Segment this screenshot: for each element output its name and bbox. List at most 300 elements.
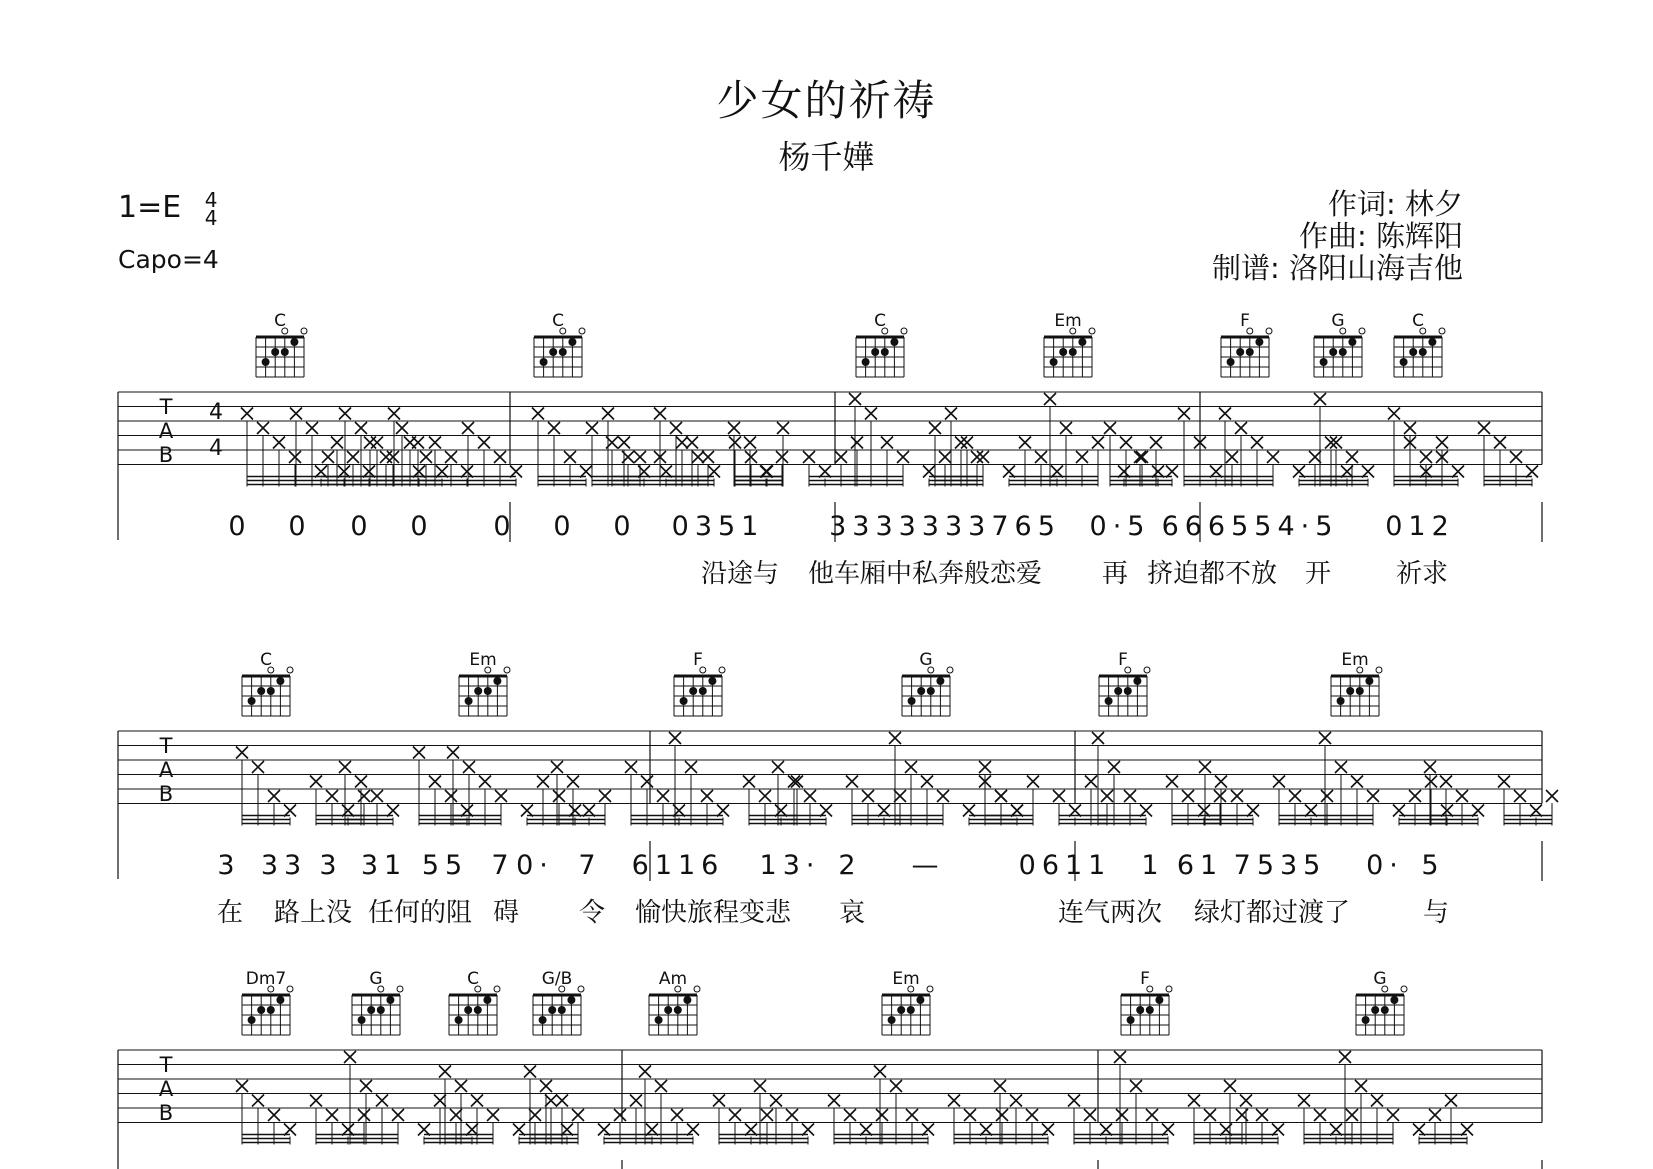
strum-x-mark <box>862 790 874 802</box>
lyric: 再 <box>1101 559 1129 589</box>
tab-system <box>118 650 1558 928</box>
strum-x-mark <box>977 451 989 463</box>
strum-x-mark <box>1351 776 1363 788</box>
numbered-note: 0 <box>410 511 434 542</box>
chord-finger-dot <box>548 1006 556 1014</box>
chord-finger-dot <box>1320 358 1328 366</box>
strum-x-mark <box>948 1095 960 1107</box>
strum-x-mark <box>1514 790 1526 802</box>
strum-x-mark <box>540 1080 552 1092</box>
strum-x-mark <box>1108 761 1120 773</box>
chord-finger-dot <box>1124 687 1132 695</box>
chord-name: Em <box>469 650 497 670</box>
strum-x-mark <box>1293 466 1305 478</box>
strum-x-mark <box>639 1066 651 1078</box>
numbered-note: 0· <box>516 850 554 881</box>
numbered-note: — <box>911 850 945 881</box>
strum-x-mark <box>849 393 861 405</box>
chord-finger-dot <box>1390 996 1398 1004</box>
strum-x-mark <box>434 1095 446 1107</box>
strum-x-mark <box>1215 776 1227 788</box>
strum-x-mark <box>1546 790 1558 802</box>
strum-x-mark <box>418 1124 430 1136</box>
open-string-marker <box>397 986 403 992</box>
chord-name: F <box>693 650 703 670</box>
strum-x-mark <box>1247 805 1259 817</box>
strum-x-mark <box>701 790 713 802</box>
chord-finger-dot <box>271 348 279 356</box>
strum-x-mark <box>1355 1080 1367 1092</box>
chord-name: C <box>1412 311 1424 331</box>
strum-x-mark <box>1076 451 1088 463</box>
strum-x-mark <box>339 761 351 773</box>
chord-finger-dot <box>1136 1006 1144 1014</box>
strum-x-mark <box>388 408 400 420</box>
strum-x-mark <box>1424 761 1436 773</box>
chord-name: G <box>369 969 383 989</box>
chord-diagram <box>256 311 307 377</box>
strum-x-mark <box>820 805 832 817</box>
strum-x-mark <box>598 1124 610 1136</box>
numbered-note: 3 <box>319 850 343 881</box>
strum-x-mark <box>1060 422 1072 434</box>
chord-diagram <box>242 650 293 716</box>
strum-x-mark <box>687 1124 699 1136</box>
strum-x-mark <box>1339 1051 1351 1063</box>
strum-x-mark <box>905 761 917 773</box>
strum-x-mark <box>420 451 432 463</box>
strum-x-mark <box>569 805 581 817</box>
strum-x-mark <box>1235 422 1247 434</box>
strum-x-mark <box>284 1124 296 1136</box>
strum-x-mark <box>1472 805 1484 817</box>
strum-x-mark <box>548 422 560 434</box>
open-string-marker <box>578 986 584 992</box>
lyric: 开 <box>1304 559 1332 589</box>
strum-x-mark <box>788 776 800 788</box>
strum-x-mark <box>364 437 376 449</box>
strum-x-mark <box>804 790 816 802</box>
open-string-marker <box>947 667 953 673</box>
strum-x-mark <box>358 1109 370 1121</box>
strum-x-mark <box>894 790 906 802</box>
strum-x-mark <box>380 451 392 463</box>
strum-x-mark <box>1084 1109 1096 1121</box>
chord-finger-dot <box>540 358 548 366</box>
numbered-note: 13· <box>759 850 821 881</box>
chord-finger-dot <box>567 996 575 1004</box>
strum-x-mark <box>1445 1095 1457 1107</box>
strum-x-mark <box>1224 1080 1236 1092</box>
strum-x-mark <box>1104 422 1116 434</box>
strum-x-mark <box>641 776 653 788</box>
strum-x-mark <box>583 805 595 817</box>
strum-x-mark <box>1100 1124 1112 1136</box>
chord-name: F <box>1140 969 1150 989</box>
chord-name: C <box>874 311 886 331</box>
numbered-note: 0351 <box>671 511 765 542</box>
tab-system <box>118 969 1542 1169</box>
strum-x-mark <box>729 437 741 449</box>
chord-finger-dot <box>559 348 567 356</box>
chord-name: C <box>467 969 479 989</box>
strum-x-mark <box>1452 466 1464 478</box>
lyric: 祈求 <box>1395 559 1449 589</box>
strum-x-mark <box>1231 790 1243 802</box>
chord-finger-dot <box>267 1006 275 1014</box>
strum-x-mark <box>338 466 350 478</box>
strum-x-mark <box>436 466 448 478</box>
strum-x-mark <box>347 451 359 463</box>
tab-clef-letter: B <box>158 1101 174 1125</box>
strum-x-mark <box>1044 393 1056 405</box>
chord-finger-dot <box>1400 358 1408 366</box>
open-string-marker <box>1439 328 1445 334</box>
strum-x-mark <box>708 466 720 478</box>
strum-x-mark <box>1388 408 1400 420</box>
chord-finger-dot <box>386 996 394 1004</box>
chord-finger-dot <box>1146 1006 1154 1014</box>
strum-x-mark <box>963 805 975 817</box>
strum-x-mark <box>745 1124 757 1136</box>
strum-x-mark <box>1526 466 1538 478</box>
strum-x-mark <box>241 408 253 420</box>
strum-x-mark <box>487 1109 499 1121</box>
strum-x-mark <box>1051 466 1063 478</box>
strum-x-mark <box>268 790 280 802</box>
strum-x-mark <box>413 466 425 478</box>
chord-diagram <box>1121 969 1172 1035</box>
strum-x-mark <box>1226 451 1238 463</box>
strum-x-mark <box>1314 1109 1326 1121</box>
chord-finger-dot <box>908 697 916 705</box>
strum-x-mark <box>1027 776 1039 788</box>
chord-finger-dot <box>276 677 284 685</box>
chord-finger-dot <box>680 697 688 705</box>
chord-diagram <box>533 969 584 1035</box>
strum-x-mark <box>743 776 755 788</box>
transcriber-credit: 制谱: 洛阳山海吉他 <box>1212 251 1463 285</box>
strum-x-mark <box>586 422 598 434</box>
chord-finger-dot <box>1329 348 1337 356</box>
strum-x-mark <box>371 790 383 802</box>
chord-finger-dot <box>699 687 707 695</box>
strum-x-mark <box>510 466 522 478</box>
strum-x-mark <box>1309 451 1321 463</box>
strum-x-mark <box>1267 451 1279 463</box>
strum-x-mark <box>363 466 375 478</box>
open-string-marker <box>301 328 307 334</box>
strum-x-mark <box>392 1109 404 1121</box>
strum-x-mark <box>1162 1124 1174 1136</box>
tab-clef-letter: A <box>158 758 174 782</box>
strum-x-mark <box>289 451 301 463</box>
strum-x-mark <box>692 451 704 463</box>
strum-x-mark <box>236 1080 248 1092</box>
strum-x-mark <box>495 790 507 802</box>
strum-x-mark <box>791 776 803 788</box>
strum-x-mark <box>803 451 815 463</box>
song-title: 少女的祈祷 <box>716 76 937 125</box>
lyric: 哀 <box>838 898 866 928</box>
strum-x-mark <box>657 790 669 802</box>
strum-x-mark <box>1053 790 1065 802</box>
chord-finger-dot <box>881 348 889 356</box>
strum-x-mark <box>995 790 1007 802</box>
strum-x-mark <box>1210 466 1222 478</box>
strum-x-mark <box>660 466 672 478</box>
numbered-note: 3 <box>217 850 241 881</box>
lyric: 他车厢中私奔般恋爱 <box>807 559 1043 589</box>
strum-x-mark <box>964 1109 976 1121</box>
strum-x-mark <box>455 1080 467 1092</box>
chord-diagram <box>352 969 403 1035</box>
strum-x-mark <box>1114 1051 1126 1063</box>
strum-x-mark <box>745 451 757 463</box>
chord-finger-dot <box>290 338 298 346</box>
strum-x-mark <box>1346 1109 1358 1121</box>
strum-x-mark <box>1289 790 1301 802</box>
strum-x-mark <box>1019 437 1031 449</box>
open-string-marker <box>694 986 700 992</box>
chord-finger-dot <box>248 697 256 705</box>
chord-finger-dot <box>1428 338 1436 346</box>
chord-name: Am <box>658 969 688 989</box>
strum-x-mark <box>371 437 383 449</box>
strum-x-mark <box>376 1095 388 1107</box>
chord-finger-dot <box>1133 677 1141 685</box>
chord-name: G <box>1331 311 1345 331</box>
numbered-note: 0611 <box>1018 850 1112 881</box>
strum-x-mark <box>551 761 563 773</box>
strum-x-mark <box>1441 805 1453 817</box>
open-string-marker <box>1376 667 1382 673</box>
chord-finger-dot <box>1127 1016 1135 1024</box>
strum-x-mark <box>654 408 666 420</box>
open-string-marker <box>579 328 585 334</box>
strum-x-mark <box>1134 451 1146 463</box>
chord-diagram <box>1314 311 1365 377</box>
strum-x-mark <box>980 1124 992 1136</box>
strum-x-mark <box>897 451 909 463</box>
strum-x-mark <box>1530 805 1542 817</box>
strum-x-mark <box>1198 805 1210 817</box>
chord-finger-dot <box>276 996 284 1004</box>
chord-name: G <box>919 650 933 670</box>
chord-finger-dot <box>1255 338 1263 346</box>
strum-x-mark <box>1146 1109 1158 1121</box>
strum-x-mark <box>387 451 399 463</box>
strum-x-mark <box>1085 776 1097 788</box>
chord-finger-dot <box>1362 1016 1370 1024</box>
chord-finger-dot <box>1348 338 1356 346</box>
strum-x-mark <box>1251 437 1263 449</box>
strum-x-mark <box>360 1080 372 1092</box>
chord-finger-dot <box>483 996 491 1004</box>
strum-x-mark <box>290 408 302 420</box>
strum-x-mark <box>775 805 787 817</box>
strum-x-mark <box>236 747 248 759</box>
strum-x-mark <box>874 1066 886 1078</box>
open-string-marker <box>1089 328 1095 334</box>
strum-x-mark <box>257 422 269 434</box>
strum-x-mark <box>315 466 327 478</box>
strum-x-mark <box>252 1095 264 1107</box>
chord-finger-dot <box>248 1016 256 1024</box>
strum-x-mark <box>331 437 343 449</box>
chord-finger-dot <box>465 697 473 705</box>
open-string-marker <box>287 667 293 673</box>
strum-x-mark <box>786 1109 798 1121</box>
strum-x-mark <box>326 790 338 802</box>
numbered-note: 6116 <box>631 850 725 881</box>
tab-system <box>118 311 1542 589</box>
strum-x-mark <box>532 408 544 420</box>
open-string-marker <box>287 986 293 992</box>
strum-x-mark <box>447 747 459 759</box>
chord-finger-dot <box>1409 348 1417 356</box>
chord-diagram <box>1099 650 1150 716</box>
chord-name: C <box>260 650 272 670</box>
strum-x-mark <box>1116 1109 1128 1121</box>
strum-x-mark <box>1478 422 1490 434</box>
strum-x-mark <box>1413 1124 1425 1136</box>
open-string-marker <box>1359 328 1365 334</box>
chord-finger-dot <box>455 1016 463 1024</box>
strum-x-mark <box>461 805 473 817</box>
strum-x-mark <box>561 1124 573 1136</box>
chord-finger-dot <box>281 348 289 356</box>
strum-x-mark <box>553 790 565 802</box>
open-string-marker <box>1166 986 1172 992</box>
strum-x-mark <box>1188 1095 1200 1107</box>
open-string-marker <box>901 328 907 334</box>
chord-finger-dot <box>493 677 501 685</box>
chord-diagram <box>1221 311 1272 377</box>
strum-x-mark <box>860 1124 872 1136</box>
strum-x-mark <box>1240 1095 1252 1107</box>
chord-finger-dot <box>484 687 492 695</box>
numbered-note: 0 <box>288 511 312 542</box>
chord-diagram <box>534 311 585 377</box>
strum-x-mark <box>922 1124 934 1136</box>
chord-finger-dot <box>1381 1006 1389 1014</box>
chord-finger-dot <box>1371 1006 1379 1014</box>
key-label: 1=E <box>118 190 182 225</box>
chord-finger-dot <box>917 687 925 695</box>
chord-diagram <box>674 650 725 716</box>
strum-x-mark <box>1314 393 1326 405</box>
capo-label: Capo=4 <box>118 245 219 274</box>
tab-clef-letter: B <box>158 443 174 467</box>
chord-diagram <box>856 311 907 377</box>
numbered-note: 31 <box>360 850 408 881</box>
strum-x-mark <box>355 776 367 788</box>
strum-x-mark <box>342 805 354 817</box>
strum-x-mark <box>1003 466 1015 478</box>
strum-x-mark <box>921 776 933 788</box>
chord-finger-dot <box>257 1006 265 1014</box>
strum-x-mark <box>646 1124 658 1136</box>
strum-x-mark <box>671 1109 683 1121</box>
strum-x-mark <box>463 761 475 773</box>
strum-x-mark <box>494 451 506 463</box>
strum-x-mark <box>702 451 714 463</box>
chord-finger-dot <box>1105 697 1113 705</box>
chord-finger-dot <box>257 687 265 695</box>
chord-name: F <box>1240 311 1250 331</box>
strum-x-mark <box>306 422 318 434</box>
strum-x-mark <box>1362 466 1374 478</box>
strum-x-mark <box>580 466 592 478</box>
strum-x-mark <box>1150 437 1162 449</box>
strum-x-mark <box>567 776 579 788</box>
strum-x-mark <box>929 422 941 434</box>
strum-x-mark <box>1494 437 1506 449</box>
tab-clef-letter: T <box>159 1053 173 1077</box>
chord-finger-dot <box>1365 677 1373 685</box>
strum-x-mark <box>1436 437 1448 449</box>
tab-time-top: 4 <box>209 400 223 425</box>
open-string-marker <box>504 667 510 673</box>
strum-x-mark <box>846 776 858 788</box>
chord-finger-dot <box>862 358 870 366</box>
chord-finger-dot <box>1339 348 1347 356</box>
strum-x-mark <box>326 1109 338 1121</box>
lyric: 令 <box>578 898 606 928</box>
chord-finger-dot <box>664 1006 672 1014</box>
strum-x-mark <box>479 776 491 788</box>
chord-finger-dot <box>1050 358 1058 366</box>
strum-x-mark <box>252 761 264 773</box>
strum-x-mark <box>1182 790 1194 802</box>
strum-x-mark <box>669 732 681 744</box>
strum-x-mark <box>1330 1124 1342 1136</box>
tab-clef-letter: A <box>158 1077 174 1101</box>
lyric: 愉快旅程变悲 <box>634 898 792 928</box>
strum-x-mark <box>358 790 370 802</box>
strum-x-mark <box>1341 466 1353 478</box>
strum-x-mark <box>1420 451 1432 463</box>
strum-x-mark <box>819 466 831 478</box>
strum-x-mark <box>462 422 474 434</box>
numbered-note: 0 <box>350 511 374 542</box>
strum-x-mark <box>1321 790 1333 802</box>
numbered-note: 666554·5 <box>1161 511 1339 542</box>
strum-x-mark <box>273 437 285 449</box>
lyric: 挤迫都不放 <box>1146 559 1278 589</box>
open-string-marker <box>1401 986 1407 992</box>
strum-x-mark <box>1393 805 1405 817</box>
strum-x-mark <box>1120 437 1132 449</box>
strum-x-mark <box>461 466 473 478</box>
chord-finger-dot <box>927 687 935 695</box>
chord-finger-dot <box>897 1006 905 1014</box>
tab-time-bottom: 4 <box>209 436 223 461</box>
strum-x-mark <box>1256 1109 1268 1121</box>
strum-x-mark <box>322 451 334 463</box>
numbered-note: 33 <box>260 850 308 881</box>
strum-x-mark <box>1152 466 1164 478</box>
chord-finger-dot <box>1356 687 1364 695</box>
chord-diagram <box>1394 311 1445 377</box>
chord-finger-dot <box>683 996 691 1004</box>
strum-x-mark <box>761 1109 773 1121</box>
strum-x-mark <box>1011 805 1023 817</box>
strum-x-mark <box>1092 732 1104 744</box>
strum-x-mark <box>1319 732 1331 744</box>
strum-x-mark <box>630 1095 642 1107</box>
